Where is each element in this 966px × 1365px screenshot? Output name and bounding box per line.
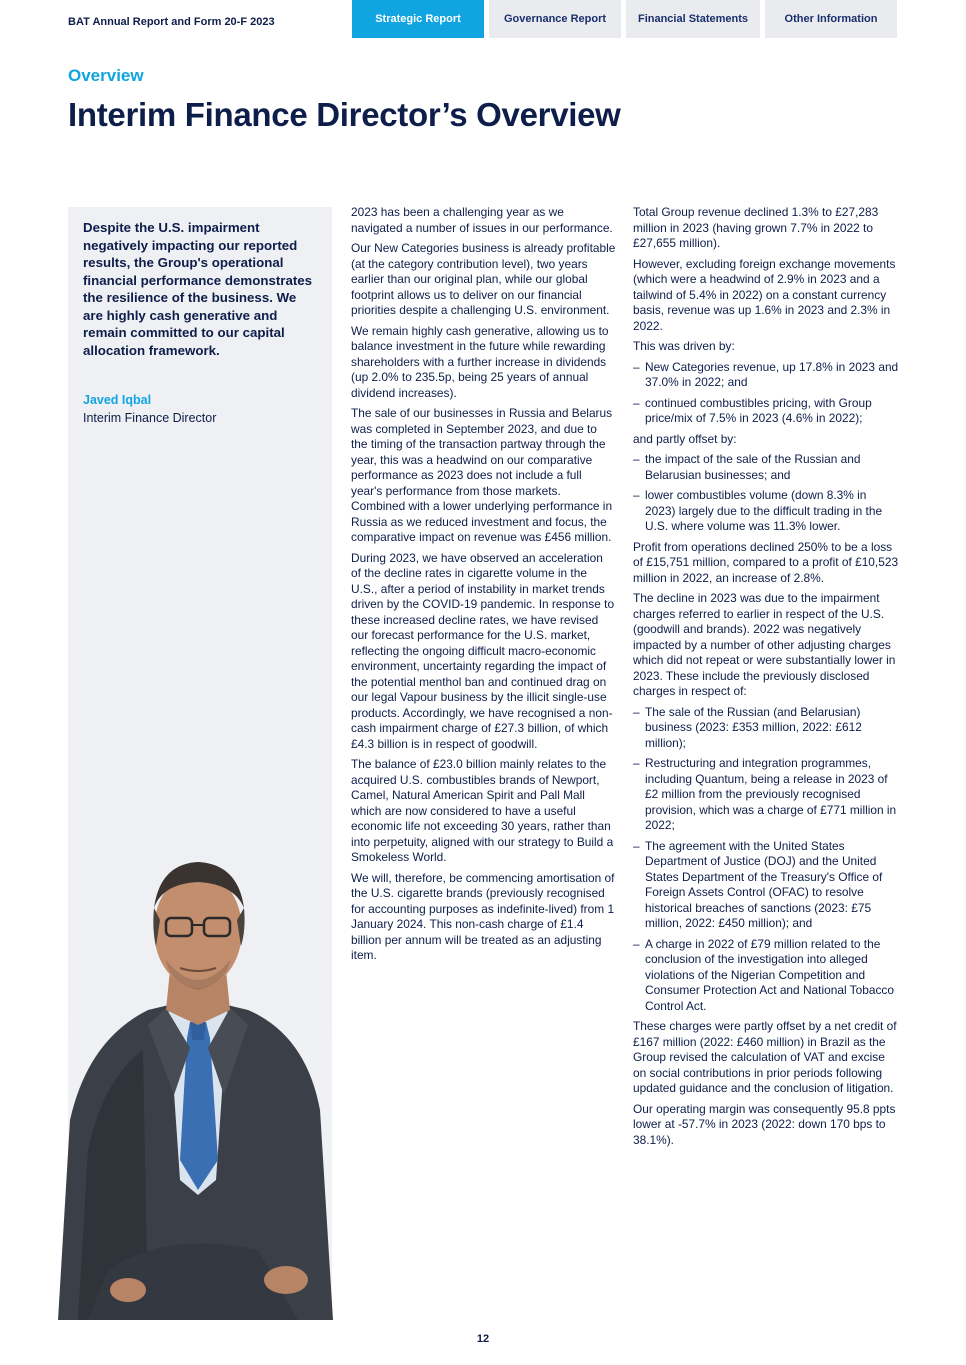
list-item: – New Categories revenue, up 17.8% in 2023 and 37.0% in 2022; and <box>633 360 899 391</box>
body-column-1 <box>351 205 616 969</box>
list-item: – lower combustibles volume (down 8.3% in 2023) largely due to the difficult trading in the U.S. where volume was 11.3% lower. <box>633 488 899 535</box>
list-item: – The agreement with the United States Department of Justice (DOJ) and the United States Department of the Treasury's Office of Foreign Assets Control (OFAC) to resolve historical breaches of sanctions (2023: £75 million, 2022: £450 million); and <box>633 839 899 932</box>
tab-strategic-report[interactable]: Strategic Report <box>352 0 484 38</box>
paragraph: We will, therefore, be commencing amortisation of the U.S. cigarette brands (previously recognised for accounting purposes as indefinite-lived) from 1 January 2024. This non-cash charge of £1.4 billion per annum will be treated as an adjusting item. <box>351 870 615 962</box>
director-portrait <box>48 850 338 1320</box>
paragraph: 2023 has been a challenging year as we navigated a number of issues in our performance. <box>351 205 613 235</box>
section-tabs <box>352 0 902 38</box>
paragraph: We remain highly cash generative, allowing us to balance investment in the future while rewarding shareholders with a further increase in dividends (up 2.0% to 235.5p, being 25 years of annual dividend increases). <box>351 323 609 400</box>
paragraph: This was driven by: <box>633 339 735 353</box>
tab-financial-statements[interactable]: Financial Statements <box>626 0 760 38</box>
paragraph: These charges were partly offset by a net credit of £167 million (2022: £460 million) in Brazil as the Group revised the calculation of VAT and excise on social contributions in prior periods following updated guidance and the conclusion of litigation. <box>633 1019 897 1095</box>
body-column-2 <box>633 205 899 1153</box>
list-item: – The sale of the Russian (and Belarusian) business (2023: £353 million, 2022: £612 million); <box>633 705 899 752</box>
list-item: – A charge in 2022 of £79 million related to the conclusion of the investigation into alleged violations of the Nigerian Competition and Consumer Protection Act and National Tobacco Control Act. <box>633 937 899 1015</box>
paragraph: and partly offset by: <box>633 431 737 446</box>
pull-quote: Despite the U.S. impairment negatively impacting our reported results, the Group's operational financial performance demonstrates the resilience of the business. We are highly cash generative and remain committed to our capital allocation framework. <box>83 220 313 358</box>
tab-other-information[interactable]: Other Information <box>765 0 897 38</box>
paragraph: However, excluding foreign exchange movements (which were a headwind of 2.9% in 2023 and a tailwind of 5.4% in 2022) on a constant currency basis, revenue was up 1.6% in 2023 and 2.3% in 2022. <box>633 256 896 333</box>
report-title: BAT Annual Report and Form 20-F 2023 <box>68 16 275 28</box>
list-item: – the impact of the sale of the Russian and Belarusian businesses; and <box>633 452 899 483</box>
page-number: 12 <box>476 1333 490 1345</box>
quote-author: Javed Iqbal <box>83 393 152 407</box>
paragraph: Profit from operations declined 250% to be a loss of £15,751 million, compared to a profit of £10,523 million in 2022, an increase of 2.8%. <box>633 539 899 585</box>
paragraph: The sale of our businesses in Russia and Belarus was completed in September 2023, and due to the timing of the transaction partway through the year, this was a headwind on our comparative performance as 2023 does not include a full year's performance from those markets. Combined with a lower underlying performance in Russia as we reduced investment and focus, the comparative impact on revenue was £456 million. <box>351 406 613 544</box>
paragraph: The decline in 2023 was due to the impairment charges referred to earlier in respect of the U.S. (goodwill and brands). 2022 was negatively impacted by a number of other adjusting charges which did not repeat or were substantially lower in 2023. These include the previously disclosed charges in respect of: <box>633 591 896 698</box>
paragraph: The balance of £23.0 billion mainly relates to the acquired U.S. combustibles brands of Newport, Camel, Natural American Spirit and Pall Mall which are now considered to have a useful economic life not exceeding 30 years, rather than into perpetuity, aligned with our strategy to Build a Smokeless World. <box>351 757 614 864</box>
paragraph: Our operating margin was consequently 95.8 ppts lower at -57.7% in 2023 (2022: down 170 bps to 38.1%). <box>633 1101 896 1147</box>
list-item: – Restructuring and integration programmes, including Quantum, being a release in 2023 of £2 million from the previously recognised provision, which was a charge of £771 million in 2022; <box>633 756 899 834</box>
tab-governance-report[interactable]: Governance Report <box>489 0 621 38</box>
section-label: Overview <box>68 66 144 85</box>
paragraph: Total Group revenue declined 1.3% to £27,283 million in 2023 (having grown 7.7% in 2022 to £27,655 million). <box>633 205 879 250</box>
quote-author-role: Interim Finance Director <box>83 411 217 425</box>
page-title: Interim Finance Director’s Overview <box>68 96 621 133</box>
paragraph: Our New Categories business is already profitable (at the category contribution level), two years earlier than our original plan, while our global footprint allows us to deliver on our financial priorities despite a challenging U.S. environment. <box>351 241 616 317</box>
paragraph: During 2023, we have observed an acceleration of the decline rates in cigarette volume in the U.S., after a period of instability in market trends driven by the COVID-19 pandemic. In response to these increased decline rates, we have revised our forecast performance for the U.S. market, reflecting the ongoing difficult macro-economic environment, uncertainty regarding the impact of the potential menthol ban and continued drag on our legal Vapour business by the illicit single-use products. Accordingly, we have recognised a non-cash impairment charge of £27.3 billion, of which £4.3 billion is in respect of goodwill. <box>351 550 615 751</box>
list-item: – continued combustibles pricing, with Group price/mix of 7.5% in 2023 (4.6% in 2022); <box>633 396 899 427</box>
